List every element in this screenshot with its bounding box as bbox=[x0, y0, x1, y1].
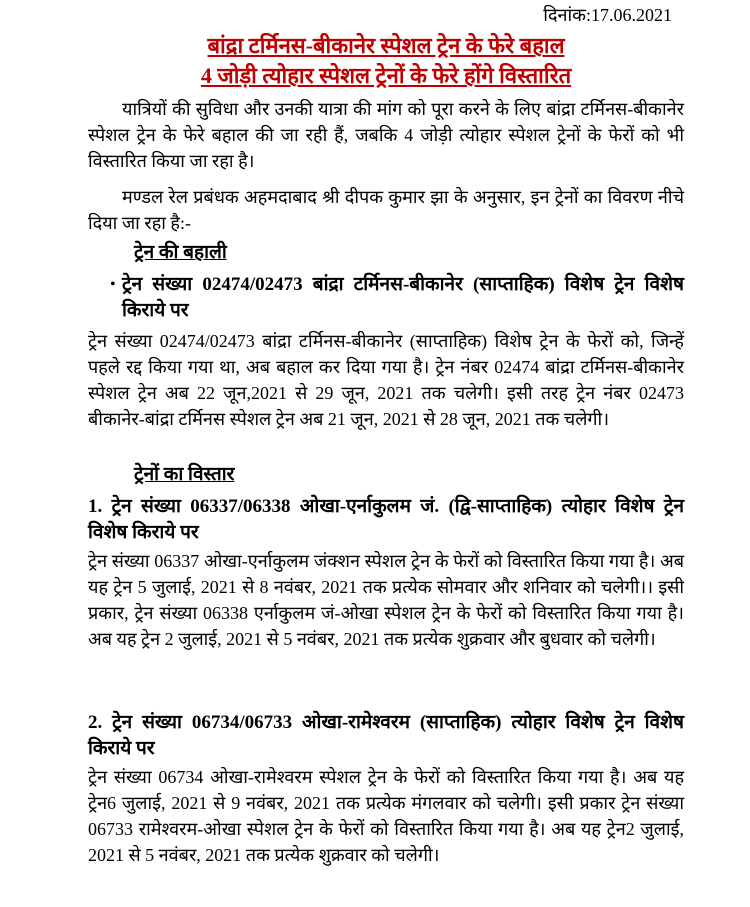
extension-item-2-heading: 2. ट्रेन संख्या 06734/06733 ओखा-रामेश्वरम (साप्ताहिक) त्योहार विशेष ट्रेन विशेष किराये पर bbox=[88, 712, 684, 759]
intro-paragraph-2: मण्डल रेल प्रबंधक अहमदाबाद श्री दीपक कुमार झा के अनुसार, इन ट्रेनों का विवरण नीचे दिया जा रहा है:- bbox=[88, 187, 684, 233]
extension-item-1-heading: 1. ट्रेन संख्या 06337/06338 ओखा-एर्नाकुलम जं. (द्वि-साप्ताहिक) त्योहार विशेष ट्रेन विशेष किराये पर bbox=[88, 496, 684, 543]
title-line-2: 4 जोड़ी त्योहार स्पेशल ट्रेनों के फेरे होंगे विस्तारित bbox=[200, 63, 572, 88]
restoration-train-heading: ट्रेन संख्या 02474/02473 बांद्रा टर्मिनस-बीकानेर (साप्ताहिक) विशेष ट्रेन विशेष किराये पर bbox=[122, 274, 684, 321]
restoration-heading: ट्रेन की बहाली bbox=[134, 242, 227, 263]
title-line-1: बांद्रा टर्मिनस-बीकानेर स्पेशल ट्रेन के फेरे बहाल bbox=[207, 33, 565, 58]
extension-item-2-body: ट्रेन संख्या 06734 ओखा-रामेश्वरम स्पेशल ट्रेन के फेरों को विस्तारित किया गया है। अब यह ट्रेन6 जुलाई, 2021 से 9 नवंबर, 2021 तक प्रत्येक मंगलवार को चलेगी। इसी प्रकार ट्रेन संख्या 06733 रामेश्वरम-ओखा स्पेशल ट्रेन के फेरों को विस्तारित किया गया है। अब यह ट्रेन2 जुलाई, 2021 से 5 नवंबर, 2021 तक प्रत्येक शुक्रवार को चलेगी। bbox=[88, 767, 684, 865]
restoration-body: ट्रेन संख्या 02474/02473 बांद्रा टर्मिनस-बीकानेर (साप्ताहिक) विशेष ट्रेन के फेरों को, जिन्हें पहले रद्द किया गया था, अब बहाल कर दिया गया है। ट्रेन नंबर 02474 बांद्रा टर्मिनस-बीकानेर स्पेशल ट्रेन अब 22 जून,2021 से 29 जून, 2021 तक चलेगी। इसी तरह ट्रेन नंबर 02473 बीकानेर-बांद्रा टर्मिनस स्पेशल ट्रेन अब 21 जून, 2021 से 28 जून, 2021 तक चलेगी। bbox=[88, 331, 684, 429]
extension-heading: ट्रेनों का विस्तार bbox=[134, 464, 235, 485]
date-line: दिनांक:17.06.2021 bbox=[543, 5, 672, 25]
intro-paragraph-1: यात्रियों की सुविधा और उनकी यात्रा की मांग को पूरा करने के लिए बांद्रा टर्मिनस-बीकानेर स्पेशल ट्रेन के फेरे बहाल की जा रही हैं, जबकि 4 जोड़ी त्योहार स्पेशल ट्रेनों के फेरों को भी विस्तारित किया जा रहा है। bbox=[88, 99, 684, 171]
extension-item-1-body: ट्रेन संख्या 06337 ओखा-एर्नाकुलम जंक्शन स्पेशल ट्रेन के फेरों को विस्तारित किया गया है। अब यह ट्रेन 5 जुलाई, 2021 से 8 नवंबर, 2021 तक प्रत्येक सोमवार और शनिवार को चलेगी।। इसी प्रकार, ट्रेन संख्या 06338 एर्नाकुलम जं-ओखा स्पेशल ट्रेन के फेरों को विस्तारित किया गया है। अब यह ट्रेन 2 जुलाई, 2021 से 5 नवंबर, 2021 तक प्रत्येक शुक्रवार और बुधवार को चलेगी। bbox=[88, 551, 684, 649]
bullet-icon: • bbox=[110, 276, 116, 293]
